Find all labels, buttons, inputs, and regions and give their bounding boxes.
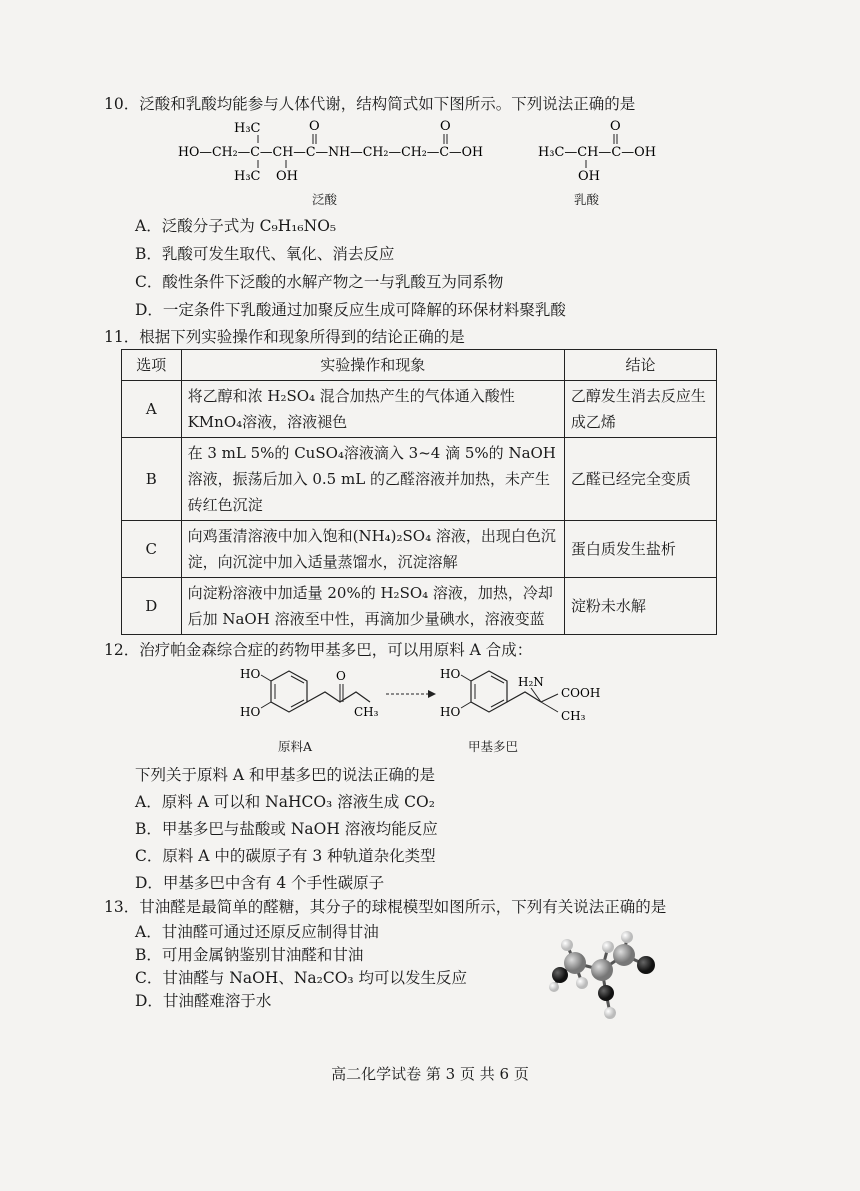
- q10-option-a: A．泛酸分子式为 C₉H₁₆NO₅: [135, 217, 337, 235]
- pantothenic-acid-structure: [178, 118, 498, 208]
- header-conclusion: 结论: [564, 350, 716, 381]
- raw-material-a-structure: [240, 667, 379, 719]
- pantothenic-main-chain: HO—CH₂—C—CH—C—NH—CH₂—CH₂—C—OH: [178, 145, 483, 160]
- q10-option-d: D．一定条件下乳酸通过加聚反应生成可降解的环保材料聚乳酸: [135, 301, 566, 319]
- row-conclusion: 乙醇发生消去反应生成乙烯: [564, 381, 716, 438]
- header-option: 选项: [122, 350, 182, 381]
- lactic-o-label: O: [610, 119, 621, 134]
- svg-text:HO: HO: [440, 667, 461, 681]
- row-option: D: [122, 578, 182, 635]
- methyldopa-structure: [440, 667, 600, 723]
- carbonyl-o-2: O: [440, 119, 451, 134]
- svg-text:H₂N: H₂N: [518, 675, 544, 689]
- page-footer: 高二化学试卷 第 3 页 共 6 页: [331, 1065, 529, 1083]
- q10-stem: 10．泛酸和乳酸均能参与人体代谢，结构简式如下图所示。下列说法正确的是: [104, 95, 636, 113]
- q13-option-c: C．甘油醛与 NaOH、Na₂CO₃ 均可以发生反应: [135, 969, 468, 987]
- lactic-main-chain: H₃C—CH—C—OH: [538, 145, 656, 160]
- row-conclusion: 乙醛已经完全变质: [564, 438, 716, 521]
- table-row: [122, 578, 717, 635]
- row-conclusion: 淀粉未水解: [564, 578, 716, 635]
- reaction-scheme: [236, 666, 616, 736]
- svg-text:CH₃: CH₃: [354, 705, 379, 719]
- table-row: [122, 438, 717, 521]
- row-conclusion: 蛋白质发生盐析: [564, 521, 716, 578]
- q12-option-c: C．原料 A 中的碳原子有 3 种轨道杂化类型: [135, 847, 436, 865]
- q13-option-a: A．甘油醛可通过还原反应制得甘油: [135, 923, 379, 941]
- q13-option-b: B．可用金属钠鉴别甘油醛和甘油: [135, 946, 364, 964]
- q12-option-b: B．甲基多巴与盐酸或 NaOH 溶液均能反应: [135, 820, 438, 838]
- carbonyl-o-1: O: [309, 119, 320, 134]
- table-row: [122, 521, 717, 578]
- header-operation: 实验操作和现象: [181, 350, 564, 381]
- h3c-top-label: H₃C: [234, 121, 261, 136]
- lactic-caption: 乳酸: [574, 192, 600, 207]
- row-operation: 将乙醇和浓 H₂SO₄ 混合加热产生的气体通入酸性 KMnO₄溶液，溶液褪色: [181, 381, 564, 438]
- row-option: C: [122, 521, 182, 578]
- h3c-bottom-label: H₃C: [234, 169, 261, 184]
- row-operation: 向淀粉溶液中加适量 20%的 H₂SO₄ 溶液，加热，冷却后加 NaOH 溶液至中性，再滴加少量碘水，溶液变蓝: [181, 578, 564, 635]
- lactic-oh-label: OH: [578, 169, 600, 184]
- svg-text:HO: HO: [240, 705, 261, 719]
- q12-stem: 12．治疗帕金森综合症的药物甲基多巴，可以用原料 A 合成：: [104, 641, 533, 659]
- q11-stem: 11．根据下列实验操作和现象所得到的结论正确的是: [104, 328, 465, 346]
- q12-sub-stem: 下列关于原料 A 和甲基多巴的说法正确的是: [135, 766, 436, 784]
- svg-text:COOH: COOH: [561, 686, 601, 700]
- q12-option-d: D．甲基多巴中含有 4 个手性碳原子: [135, 874, 385, 892]
- oh-label: OH: [276, 169, 298, 184]
- q10-option-c: C．酸性条件下泛酸的水解产物之一与乳酸互为同系物: [135, 273, 504, 291]
- table-row: [122, 381, 717, 438]
- glyceraldehyde-ball-stick-model: [542, 925, 662, 1030]
- row-option: B: [122, 438, 182, 521]
- svg-text:HO: HO: [440, 705, 461, 719]
- raw-material-a-caption: 原料A: [278, 739, 313, 754]
- methyldopa-caption: 甲基多巴: [468, 739, 519, 754]
- q10-option-b: B．乳酸可发生取代、氧化、消去反应: [135, 245, 395, 263]
- pantothenic-caption: 泛酸: [312, 192, 338, 207]
- svg-text:CH₃: CH₃: [561, 709, 586, 723]
- q12-option-a: A．原料 A 可以和 NaHCO₃ 溶液生成 CO₂: [135, 793, 435, 811]
- table-header-row: [122, 350, 717, 381]
- q13-stem: 13．甘油醛是最简单的醛糖，其分子的球棍模型如图所示，下列有关说法正确的是: [104, 898, 667, 916]
- q13-option-d: D．甘油醛难溶于水: [135, 992, 272, 1010]
- row-operation: 向鸡蛋清溶液中加入饱和(NH₄)₂SO₄ 溶液，出现白色沉淀，向沉淀中加入适量蒸馏水，沉淀溶解: [181, 521, 564, 578]
- row-option: A: [122, 381, 182, 438]
- svg-text:HO: HO: [240, 667, 261, 681]
- experiment-table: [121, 349, 717, 635]
- row-operation: 在 3 mL 5%的 CuSO₄溶液滴入 3~4 滴 5%的 NaOH 溶液，振荡后加入 0.5 mL 的乙醛溶液并加热，未产生砖红色沉淀: [181, 438, 564, 521]
- svg-text:O: O: [336, 669, 346, 683]
- lactic-acid-structure: [538, 118, 668, 188]
